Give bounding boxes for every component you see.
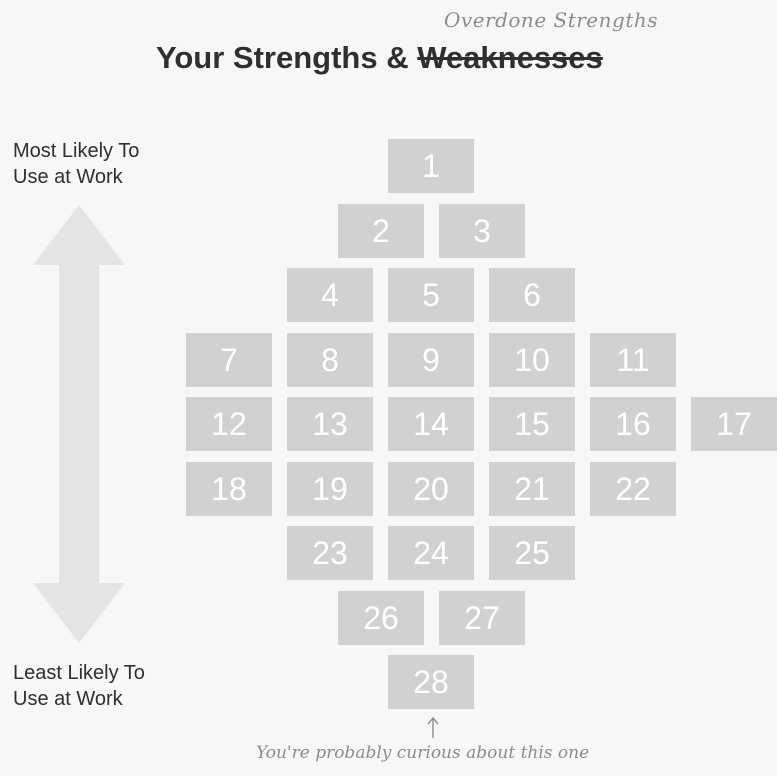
strength-box-21: 21 xyxy=(489,462,575,516)
strength-box-2: 2 xyxy=(338,204,424,258)
strength-box-7: 7 xyxy=(186,333,272,387)
strength-box-3: 3 xyxy=(439,204,525,258)
strength-box-8: 8 xyxy=(287,333,373,387)
strength-box-9: 9 xyxy=(388,333,474,387)
title-strengths: Your Strengths & xyxy=(156,40,418,75)
subtitle-annotation: Overdone Strengths xyxy=(444,8,659,32)
strength-box-23: 23 xyxy=(287,526,373,580)
strength-box-14: 14 xyxy=(388,397,474,451)
most-likely-label: Most Likely To Use at Work xyxy=(13,140,140,188)
curious-note: You're probably curious about this one xyxy=(256,743,590,763)
strength-box-16: 16 xyxy=(590,397,676,451)
strength-box-17: 17 xyxy=(691,397,777,451)
strength-box-5: 5 xyxy=(388,268,474,322)
strength-box-27: 27 xyxy=(439,591,525,645)
strength-box-28: 28 xyxy=(388,655,474,709)
strength-box-11: 11 xyxy=(590,333,676,387)
strength-box-19: 19 xyxy=(287,462,373,516)
strength-box-25: 25 xyxy=(489,526,575,580)
strength-box-4: 4 xyxy=(287,268,373,322)
strength-box-24: 24 xyxy=(388,526,474,580)
strength-box-26: 26 xyxy=(338,591,424,645)
up-arrow-icon xyxy=(426,717,440,739)
strength-box-18: 18 xyxy=(186,462,272,516)
title-weaknesses-struck: Weaknesses xyxy=(417,40,603,75)
strength-box-10: 10 xyxy=(489,333,575,387)
strength-box-12: 12 xyxy=(186,397,272,451)
strength-box-1: 1 xyxy=(388,139,474,193)
strength-box-20: 20 xyxy=(388,462,474,516)
strength-box-13: 13 xyxy=(287,397,373,451)
strength-box-15: 15 xyxy=(489,397,575,451)
strength-box-6: 6 xyxy=(489,268,575,322)
strength-box-22: 22 xyxy=(590,462,676,516)
least-likely-label: Least Likely To Use at Work xyxy=(13,662,145,710)
